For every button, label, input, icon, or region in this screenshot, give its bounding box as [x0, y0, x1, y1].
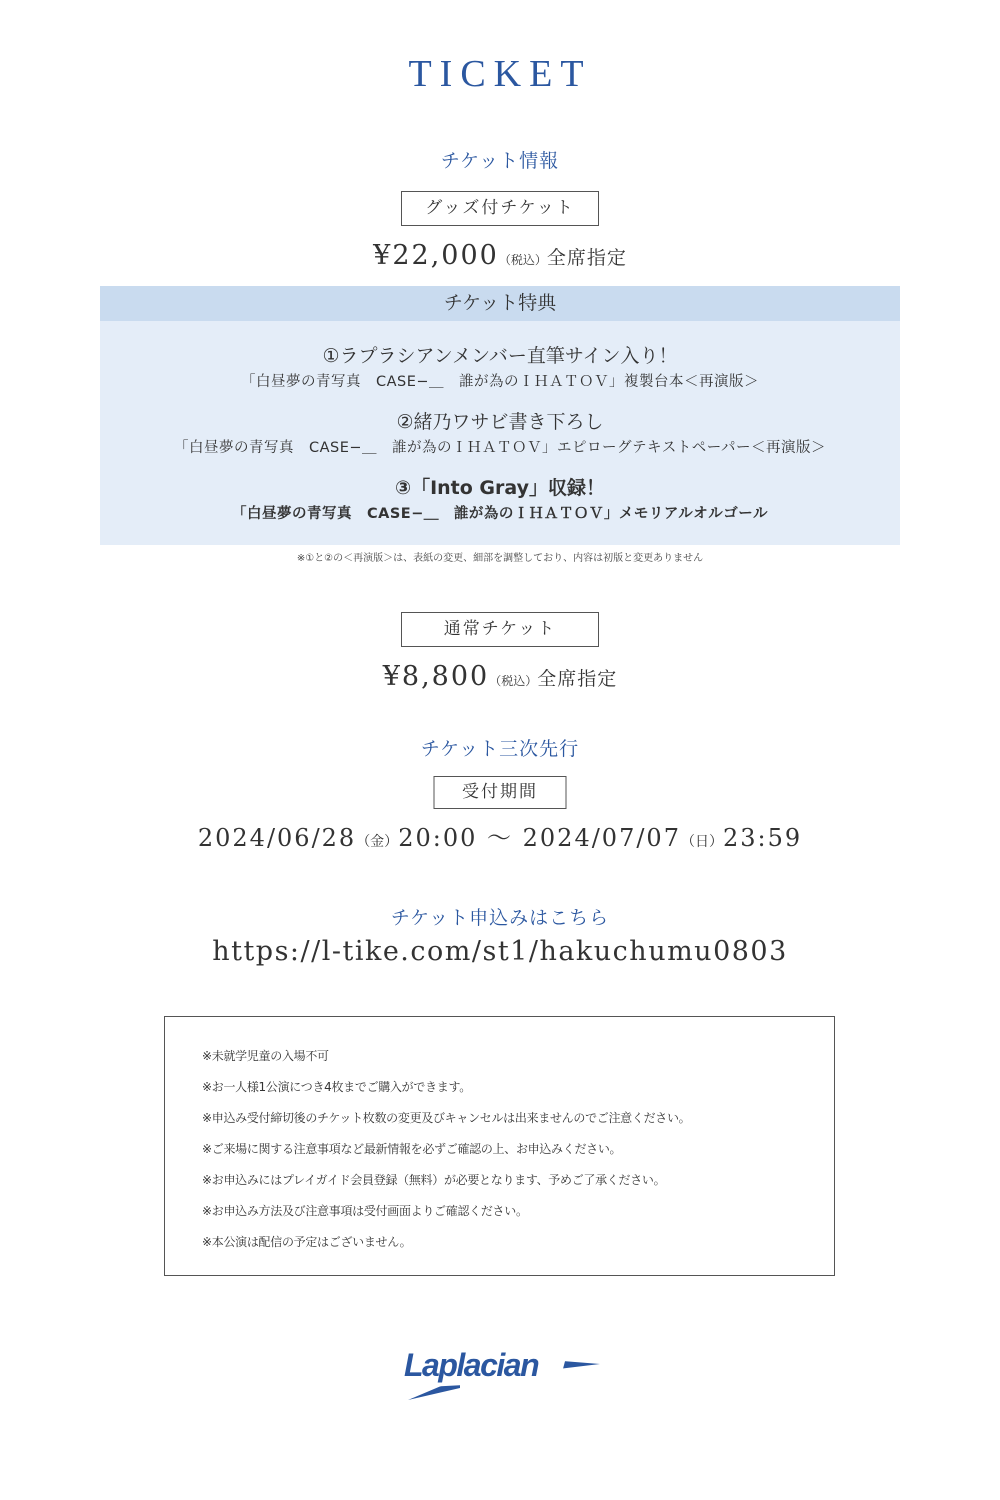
- perk-3-title: ③「Into Gray」収録！: [394, 477, 606, 499]
- end-date: 2024/07/07: [522, 824, 681, 852]
- presale-heading: チケット三次先行: [420, 738, 580, 760]
- apply-heading: チケット申込みはこちら: [390, 907, 610, 929]
- period-label: 受付期間: [434, 776, 567, 809]
- goods-price-tax: （税込）: [498, 253, 547, 267]
- logo-text: Laplacian: [404, 1347, 539, 1383]
- start-day: （金）: [356, 834, 399, 850]
- perk-note: ※①と②の＜再演版＞は、表紙の変更、細部を調整しており、内容は初版と変更ありません: [296, 553, 704, 564]
- goods-ticket-price: [0, 240, 1000, 271]
- perk-3-detail: 「白昼夢の青写真 CASE−＿ 誰が為のＩＨＡＴＯＶ」メモリアルオルゴール: [232, 506, 768, 522]
- end-time: 23:59: [722, 824, 803, 852]
- start-time: 20:00: [398, 824, 478, 852]
- notice-item: ※未就学児童の入場不可: [202, 1049, 329, 1063]
- goods-seat-type: 全席指定: [546, 247, 627, 269]
- logo-graphic: [400, 1340, 600, 1402]
- goods-ticket-label: グッズ付チケット: [401, 191, 599, 226]
- page-title: TICKET: [408, 53, 592, 95]
- start-date: 2024/06/28: [197, 824, 357, 852]
- perk-2-title: ②緒乃ワサビ書き下ろし: [396, 411, 604, 433]
- notice-item: ※お申込み方法及び注意事項は受付画面よりご確認ください。: [202, 1204, 528, 1218]
- notice-item: ※ご来場に関する注意事項など最新情報を必ずご確認の上、お申込みください。: [202, 1142, 622, 1156]
- presale-period: [0, 818, 1000, 853]
- perk-1-title: ①ラプラシアンメンバー直筆サイン入り！: [322, 345, 678, 367]
- perk-1-detail: 「白昼夢の青写真 CASE−＿ 誰が為のＩＨＡＴＯＶ」複製台本＜再演版＞: [240, 374, 760, 390]
- goods-price-value: ¥22,000: [373, 240, 499, 271]
- perks-heading: チケット特典: [100, 286, 900, 321]
- notice-item: ※お一人様1公演につき4枚までご購入ができます。: [202, 1080, 471, 1094]
- period-tilde: 〜: [487, 824, 513, 852]
- perk-2-detail: 「白昼夢の青写真 CASE−＿ 誰が為のＩＨＡＴＯＶ」エピローグテキストペーパー＜再演版＞: [173, 440, 827, 456]
- regular-ticket-label: 通常チケット: [401, 612, 599, 647]
- notice-item: ※申込み受付締切後のチケット枚数の変更及びキャンセルは出来ませんのでご注意ください。: [202, 1111, 691, 1125]
- regular-price-tax: （税込）: [489, 674, 538, 688]
- perks-panel: [100, 286, 900, 545]
- end-day: （日）: [680, 834, 723, 850]
- notice-item: ※本公演は配信の予定はございません。: [202, 1235, 412, 1249]
- notice-item: ※お申込みにはプレイガイド会員登録（無料）が必要となります、予めご了承ください。: [202, 1173, 666, 1187]
- ticket-info-heading: チケット情報: [440, 150, 560, 172]
- apply-url-link[interactable]: https://l-tike.com/st1/hakuchumu0803: [212, 936, 788, 967]
- regular-ticket-price: [0, 661, 1000, 692]
- notice-box: [164, 1016, 835, 1276]
- regular-seat-type: 全席指定: [537, 668, 618, 690]
- laplacian-logo: [400, 1340, 600, 1402]
- regular-price-value: ¥8,800: [382, 661, 490, 692]
